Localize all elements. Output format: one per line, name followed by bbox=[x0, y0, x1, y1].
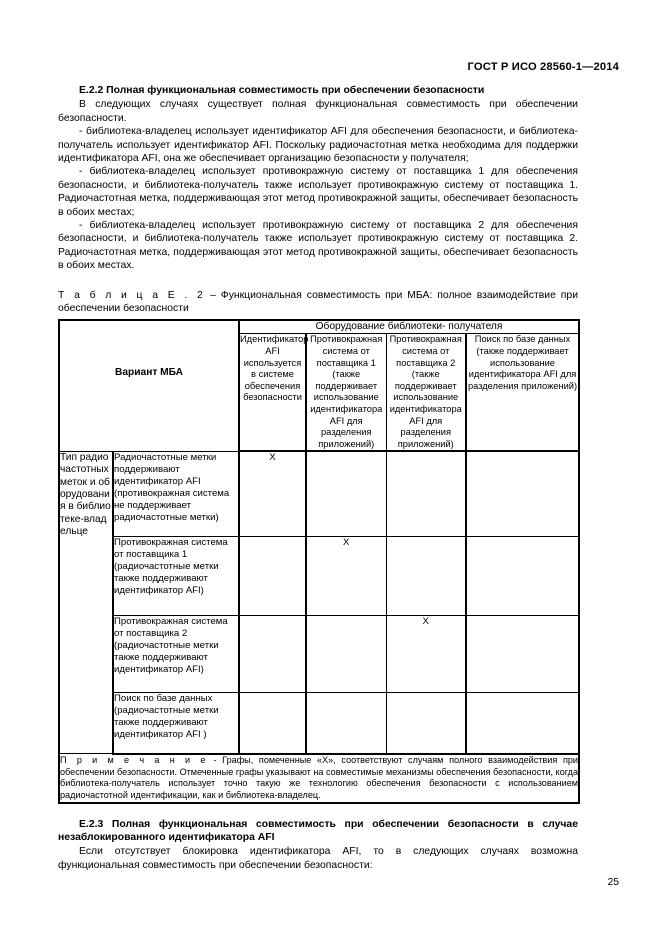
table-row bbox=[59, 615, 579, 692]
page-number: 25 bbox=[607, 877, 619, 888]
table-cell-r4c2 bbox=[306, 692, 386, 754]
table-cell-r1c1: X bbox=[239, 451, 306, 536]
table-cell-r1c2 bbox=[306, 451, 386, 536]
table-note bbox=[59, 754, 579, 803]
table-row-label-4: Поиск по базе данных (радиочастотные метки также поддерживают идентификатор AFI ) bbox=[113, 692, 239, 754]
section-heading-e23: E.2.3 Полная функциональная совместимость при обеспечении безопасности в случае незаблокированного идентификатора AFI bbox=[58, 818, 578, 843]
table-note-row bbox=[59, 754, 579, 803]
table-col-header-1: Идентификатор AFI используется в системе обеспечения безопасности bbox=[239, 334, 306, 451]
table-group-header: Оборудование библиотеки- получателя bbox=[239, 320, 579, 334]
table-row-label-2: Противокражная система от поставщика 1 (радиочастотные метки также поддерживают идентификатор AFI) bbox=[113, 536, 239, 615]
table-cell-r3c1 bbox=[239, 615, 306, 692]
table-cell-r3c3: X bbox=[386, 615, 466, 692]
table-col-header-3: Противокражная система от поставщика 2 (также поддерживает использование идентификатора AFI для разделения приложений) bbox=[386, 334, 466, 451]
section-heading-e22: E.2.2 Полная функциональная совместимость при обеспечении безопасности bbox=[79, 85, 485, 96]
table-cell-r3c2 bbox=[306, 615, 386, 692]
table-cell-r4c4 bbox=[466, 692, 579, 754]
section-e22-bullet-1: - библиотека-владелец использует идентификатор AFI для обеспечения безопасности, и библиотека-получатель использует идентификатор AFI. Поскольку радиочастотная метка необходима для поддержки идентификатора AFI, она же обеспечивает организацию безопасности у получателя; bbox=[58, 126, 578, 164]
table-row bbox=[59, 536, 579, 615]
document-standard-header: ГОСТ Р ИСО 28560-1—2014 bbox=[467, 61, 619, 73]
section-e22-bullet-3: - библиотека-владелец использует противокражную систему от поставщика 2 для обеспечения безопасности, и библиотека-получатель также использует противокражную систему от поставщика 2. Радиочастотная метка, поддерживающая этот метод противокражной защиты, обеспечивает безопасность в обоих местах. bbox=[58, 219, 578, 272]
section-e22-bullet-2: - библиотека-владелец использует противокражную систему от поставщика 1 для обеспечения безопасности, и библиотека-получатель также использует противокражную систему от поставщика 1. Радиочастотная метка, поддерживающая этот метод противокражной защиты, обеспечивает безопасность в обоих местах; bbox=[58, 166, 578, 218]
table-caption bbox=[58, 289, 578, 316]
table-caption-text: – Функциональная совместимость при МБА: полное взаимодействие при обеспечении безопасности bbox=[58, 289, 578, 314]
table-col-header-4: Поиск по базе данных (также поддерживает использование идентификатора AFI для разделения приложений) bbox=[466, 334, 579, 451]
table-caption-label: Т а б л и ц а Е . 2 bbox=[58, 289, 206, 301]
table-cell-r4c3 bbox=[386, 692, 466, 754]
table-row-group-label: Тип радиочастотных меток и оборудования в библиотеке-владельце bbox=[59, 451, 113, 754]
table-col-header-2: Противокражная система от поставщика 1 (также поддерживает использование идентификатора AFI для разделения приложений) bbox=[306, 334, 386, 451]
table-cell-r2c3 bbox=[386, 536, 466, 615]
interoperability-table bbox=[58, 319, 580, 803]
table-note-label: П р и м е ч а н и е bbox=[60, 754, 208, 765]
table-row-label-3: Противокражная система от поставщика 2 (радиочастотные метки также поддерживают идентификатор AFI) bbox=[113, 615, 239, 692]
table-cell-r4c1 bbox=[239, 692, 306, 754]
table-cell-r1c3 bbox=[386, 451, 466, 536]
table-corner-cell bbox=[59, 320, 239, 451]
document-body bbox=[58, 84, 578, 872]
table-cell-r1c4 bbox=[466, 451, 579, 536]
table-corner-label: Вариант МБА bbox=[115, 367, 183, 379]
table-cell-r2c2: X bbox=[306, 536, 386, 615]
table-group-header-row bbox=[59, 320, 579, 334]
table-note-text: - Графы, помеченные «Х», соответствуют случаям полного взаимодействия при обеспечении безопасности. Отмеченные графы указывают на совместимые механизмы обеспечения безопасности, когда библиотека-получатель использует точно такую же технологию обеспечения безопасности с использованием радиочастотной идентификации, как и библиотека-владелец. bbox=[60, 754, 579, 800]
table-cell-r2c4 bbox=[466, 536, 579, 615]
table-cell-r2c1 bbox=[239, 536, 306, 615]
section-e22-intro: В следующих случаях существует полная функциональная совместимость при обеспечении безопасности. bbox=[58, 99, 578, 124]
table-row bbox=[59, 692, 579, 754]
table-cell-r3c4 bbox=[466, 615, 579, 692]
section-e23-intro: Если отсутствует блокировка идентификатора AFI, то в следующих случаях возможна функциональная совместимость при обеспечении безопасности: bbox=[58, 846, 578, 871]
table-row-label-1: Радиочастотные метки поддерживают идентификатор AFI (противокражная система не поддерживает радиочастотные метки) bbox=[113, 451, 239, 536]
table-row bbox=[59, 451, 579, 536]
